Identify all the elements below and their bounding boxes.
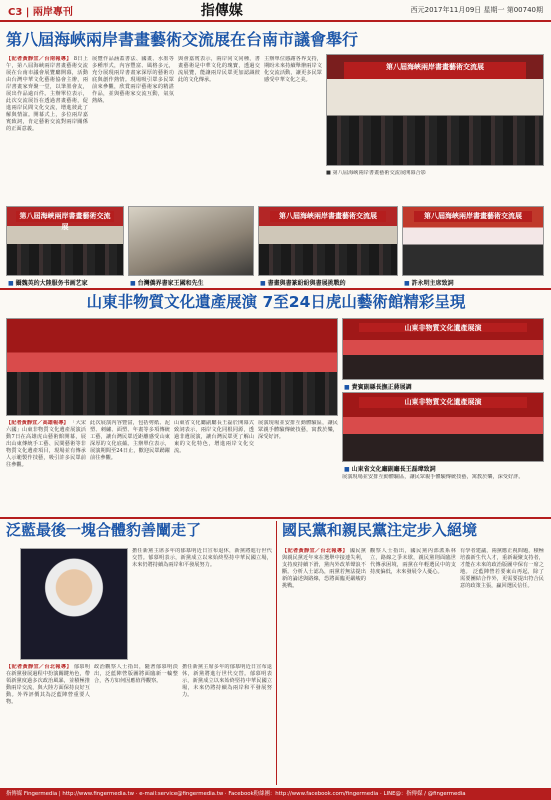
article2-col1: [6, 420, 86, 516]
article2-col4: 展演現場並安排互動體驗區，讓民眾親手體驗傳統技藝，寓教於樂，深受好評。: [258, 420, 338, 440]
article4-col4-text: 泛藍陣營若要東山再起，除了需要團結合作外，更需要提出符合民意的政策主張，贏回選民信任。: [460, 569, 544, 589]
page-header: [0, 0, 551, 22]
caption-3: ■ 書畫與書篆紛紛與書展挑戰的: [260, 278, 346, 287]
article3-col2: [6, 664, 90, 784]
article4-col3: [460, 548, 544, 784]
article3-col3: 政治觀察人士指出，隨著郁慕明淡出，泛藍陣營版圖將面臨新一輪整合，各方如何因應值得觀察。: [94, 664, 178, 684]
article2-col3: 山東省文化廳副廳長王磊於開幕式致詞表示，兩岸文化同根同源，透過非遺展演，讓台灣民眾更了解山東的文化特色，增進兩岸文化交流。: [174, 420, 254, 454]
article4-headline: 國民黨和親民黨注定步入絕境: [282, 521, 478, 539]
article1-col1: [6, 56, 88, 224]
article2-photo-1: [342, 318, 544, 380]
article2-headline: 山東非物質文化遺產展演 7至24日虎山藝術館精彩呈現: [86, 293, 466, 311]
article1-main-photo: [326, 54, 544, 166]
article4-byline: 【記者黃靜宜／台北報導】: [282, 548, 348, 554]
caption-1: ■ 攝魏英的大陸服务书画艺家: [8, 278, 88, 287]
article1-col2: 展覽作品涵蓋書法、國畫、水墨等多種形式，內容豐富、風格多元，充分展現兩岸書畫家深厚的藝術功底與創作熱情。現場吸引眾多民眾前來參觀，欣賞兩岸藝術家的精湛作品，並與藝術家交流互動，氣氛熱絡。: [92, 56, 174, 104]
a2-photo1-banner: 山東非物質文化遺產展演: [359, 323, 527, 333]
article1-byline: 【記者黃靜宜／台南報導】: [6, 56, 72, 62]
main-photo-banner: 第八屆海峽兩岸書畫藝術交流展: [344, 62, 525, 80]
article1-col4: 主辦單位感謝各界支持，期盼未來持續舉辦兩岸文化交流活動，讓更多民眾感受中華文化之美。: [264, 56, 322, 83]
article2-main-photo: [6, 318, 338, 416]
article1-headline: 第八屆海峽兩岸書畫藝術交流展在台南市議會舉行: [6, 30, 359, 49]
article4-col3-text: 有學者建議，兩黨應正視問題，積極培養新生代人才，重新凝聚支持者，才能在未來的政治版圖中保有一席之地。: [460, 548, 544, 575]
article2-col1-text: 「大宋六國」山東非物質文化遺產展演活動7日在高雄虎山藝術館開幕，展出山東傳統手工藝、民間藝術等非物質文化遺產項目，現場並有傳承人示範製作技藝，吸引許多民眾前往參觀。: [6, 420, 86, 468]
article1-col3: 與會嘉賓表示，兩岸同文同種，書畫藝術是中華文化的瑰寶，透過交流展覽，能讓兩岸民眾更加認識彼此的文化傳承。: [178, 56, 260, 83]
section-title: 指傳媒: [200, 3, 243, 19]
group-of-people: [7, 244, 123, 275]
article4-col1-text: 國民黨與親民黨近年來在選舉中接連失利，支持度持續下滑，黨內外改革聲浪不斷。分析人士認為，兩黨若無法提出新的論述與路線，恐將面臨更嚴峻的挑戰。: [282, 548, 366, 589]
article1-col1-text: 8日上午，第八屆海峽兩岸書畫藝術交流展在台南市議會展覽廳開幕，活動由台灣中華文化藝術協會主辦，兩岸書畫家齊聚一堂，以筆墨會友，展出作品逾百件。主辦單位表示，此次交流展旨在透過書畫藝術，促進兩岸民間文化交流，增進彼此了解與情誼。開幕式上，多位兩岸嘉賓致詞，肯定藝術交流對兩岸關係的正面意義。: [6, 56, 88, 132]
article1-photo-3: [258, 206, 398, 276]
group-of-people: [7, 372, 337, 415]
group-of-people: [327, 116, 543, 166]
article1-photo-1: [6, 206, 124, 276]
group-of-people: [259, 244, 397, 275]
caption-2: ■ 台灣僑界書家王國和先生: [130, 278, 204, 287]
article3-headline: 泛藍最後一塊合體豹善闡走了: [6, 521, 202, 539]
photo1-banner: 第八屆海峽兩岸書畫藝術交流展: [16, 211, 113, 222]
photo4-banner: 第八屆海峽兩岸書畫藝術交流展: [414, 211, 532, 222]
caption-4: ■ 許永明主席致詞: [404, 278, 454, 287]
vertical-divider: [276, 521, 277, 785]
article2-byline: 【記者黃靜宜／高雄報導】: [6, 420, 69, 426]
article3-col2-text: 郁慕明在新黨發展過程中扮演關鍵角色，帶領新黨度過多次政治風暴，並積極推動兩岸交流，與大陸方面保持良好互動。外界評價其為泛藍陣營重要人物。: [6, 664, 90, 705]
article1-photo-4: [402, 206, 544, 276]
article4-col2: 觀察人士指出，國民黨內部派系林立，路線之爭未歇，親民黨則面臨世代傳承困境，兩黨在年輕選民中的支持度偏低，未來發展令人憂心。: [370, 548, 456, 575]
article4-col1: [282, 548, 366, 784]
article1-photo-2: [128, 206, 254, 276]
page-label: C3 | 兩岸專刊: [8, 6, 73, 18]
a2-photo2-banner: 山東非物質文化遺產展演: [359, 397, 527, 408]
issue-date: 西元2017年11月09日 星期一 第00740期: [410, 6, 543, 14]
a2-caption-2: ■ 山東省文化廳副廳長王磊瑋致詞: [344, 464, 436, 473]
article3-portrait-photo: [20, 548, 128, 660]
photo3-banner: 第八屆海峽兩岸書畫藝術交流展: [270, 211, 386, 222]
a2-caption-1: ■ 貴賓副縣長撫正蔣展調: [344, 382, 412, 391]
page-footer: 指傳媒 Fingermedia | http://www.fingermedia.tw · e-mail:service@fingermedia.tw · Facebook粉絲團：http://www.facebook.com/fingermedia · LINE@：指傳媒 / @fingermedia: [0, 788, 551, 800]
article2-photo-2: [342, 392, 544, 462]
article2-col5: 展演現場並安排互動體驗區，讓民眾親手體驗傳統技藝，寓教於樂，深受好評。: [342, 474, 524, 480]
article3-byline: 【記者黃靜宜／台北報導】: [6, 664, 72, 670]
article3-col4: 擔任新黨主席多年的郁慕明近日宣布退休，新黨將進行世代交替。郁慕明表示，新黨成立以來始終堅持中華民國立場，未來仍將持續為兩岸和平發展努力。: [182, 664, 272, 698]
article3-col1: 擔任新黨主席多年的郁慕明近日宣布退休，新黨將進行世代交替。郁慕明表示，新黨成立以來始終堅持中華民國立場，未來仍將持續為兩岸和平發展努力。: [132, 548, 272, 568]
article2-col2: 此次展演內容豐富，包括剪紙、泥塑、刺繡、面塑、年畫等多項傳統工藝，讓台灣民眾近距離感受山東深厚的文化底蘊。主辦單位表示，展演期間至24日止，歡迎民眾踴躍前往參觀。: [90, 420, 170, 461]
article1-main-caption: ■ 第八屆海峽兩岸書畫藝術交流展開幕合影: [326, 170, 426, 176]
